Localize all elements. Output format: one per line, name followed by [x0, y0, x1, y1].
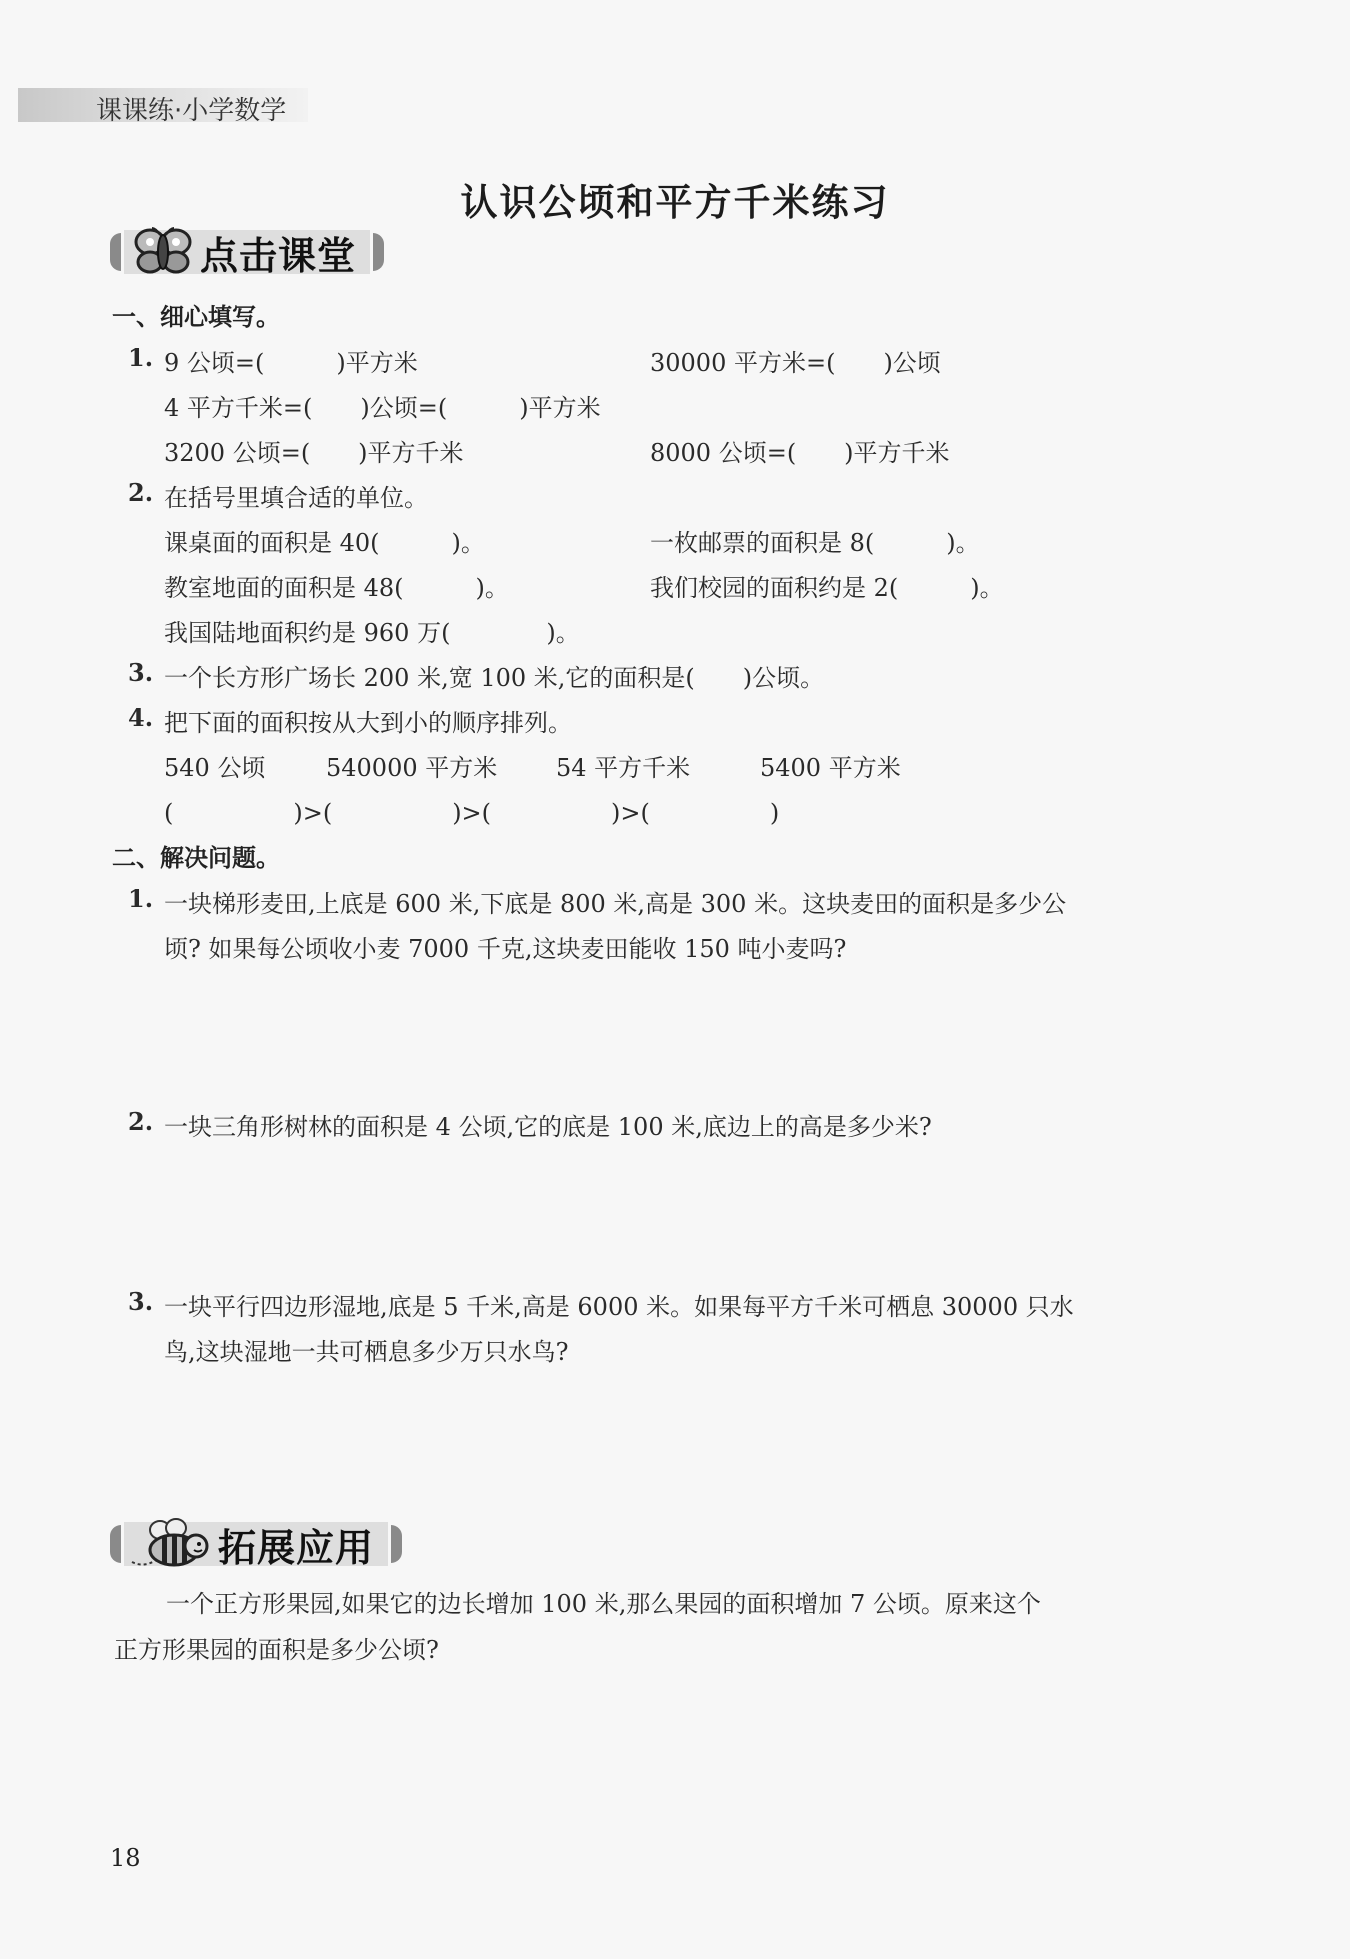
- question-text: 一个长方形广场长 200 米,宽 100 米,它的面积是( )公顷。: [164, 664, 825, 692]
- question-text: 课桌面的面积是 40( )。: [164, 529, 485, 557]
- banner-label: 点击课堂: [200, 233, 357, 278]
- area-item: 540000 平方米: [326, 754, 498, 782]
- question-number: 4.: [128, 703, 154, 732]
- area-item: 5400 平方米: [760, 754, 901, 782]
- bee-icon: [130, 1518, 214, 1570]
- question-text: 鸟,这块湿地一共可栖息多少万只水鸟?: [164, 1338, 569, 1366]
- banner-cap-right: [391, 1525, 402, 1563]
- order-blanks: ( )>( )>( )>( ): [164, 799, 780, 827]
- question-text: 我们校园的面积约是 2( )。: [650, 574, 1004, 602]
- banner-pill: [124, 1522, 388, 1570]
- question-text: 教室地面的面积是 48( )。: [164, 574, 509, 602]
- section-heading-solve: 二、解决问题。: [112, 844, 280, 872]
- page-number: 18: [110, 1844, 141, 1872]
- question-number: 3.: [128, 658, 154, 687]
- section-heading-fill: 一、细心填写。: [112, 303, 280, 331]
- question-text: 30000 平方米=( )公顷: [650, 349, 941, 377]
- question-text: 一块梯形麦田,上底是 600 米,下底是 800 米,高是 300 米。这块麦田的面积是多少公: [164, 890, 1067, 918]
- question-number: 2.: [128, 1107, 154, 1136]
- area-item: 540 公顷: [164, 754, 266, 782]
- banner-extension: [110, 1518, 402, 1570]
- question-text: 3200 公顷=( )平方千米: [164, 439, 464, 467]
- question-text: 一枚邮票的面积是 8( )。: [650, 529, 980, 557]
- question-text: 把下面的面积按从大到小的顺序排列。: [164, 709, 572, 737]
- series-title: 课课练·小学数学: [96, 96, 287, 126]
- banner-classroom: [110, 226, 384, 278]
- banner-cap-right: [373, 233, 384, 271]
- question-text: 我国陆地面积约是 960 万( )。: [164, 619, 580, 647]
- question-text: 4 平方千米=( )公顷=( )平方米: [164, 394, 601, 422]
- question-text: 顷? 如果每公顷收小麦 7000 千克,这块麦田能收 150 吨小麦吗?: [164, 935, 847, 963]
- question-text: 在括号里填合适的单位。: [164, 484, 428, 512]
- question-number: 2.: [128, 478, 154, 507]
- question-text: 一块平行四边形湿地,底是 5 千米,高是 6000 米。如果每平方千米可栖息 30000 只水: [164, 1293, 1074, 1321]
- extension-question-text: 一个正方形果园,如果它的边长增加 100 米,那么果园的面积增加 7 公顷。原来这个: [166, 1590, 1041, 1618]
- question-number: 1.: [128, 343, 154, 372]
- butterfly-icon: [130, 226, 196, 278]
- question-text: 9 公顷=( )平方米: [164, 349, 418, 377]
- question-text: 8000 公顷=( )平方千米: [650, 439, 950, 467]
- banner-pill: [124, 230, 370, 278]
- page-title: 认识公顷和平方千米练习: [460, 181, 890, 224]
- banner-cap-left: [110, 233, 121, 271]
- banner-cap-left: [110, 1525, 121, 1563]
- banner-label: 拓展应用: [218, 1525, 375, 1570]
- area-item: 54 平方千米: [556, 754, 691, 782]
- question-text: 一块三角形树林的面积是 4 公顷,它的底是 100 米,底边上的高是多少米?: [164, 1113, 932, 1141]
- extension-question-text: 正方形果园的面积是多少公顷?: [114, 1636, 439, 1664]
- question-number: 1.: [128, 884, 154, 913]
- question-number: 3.: [128, 1287, 154, 1316]
